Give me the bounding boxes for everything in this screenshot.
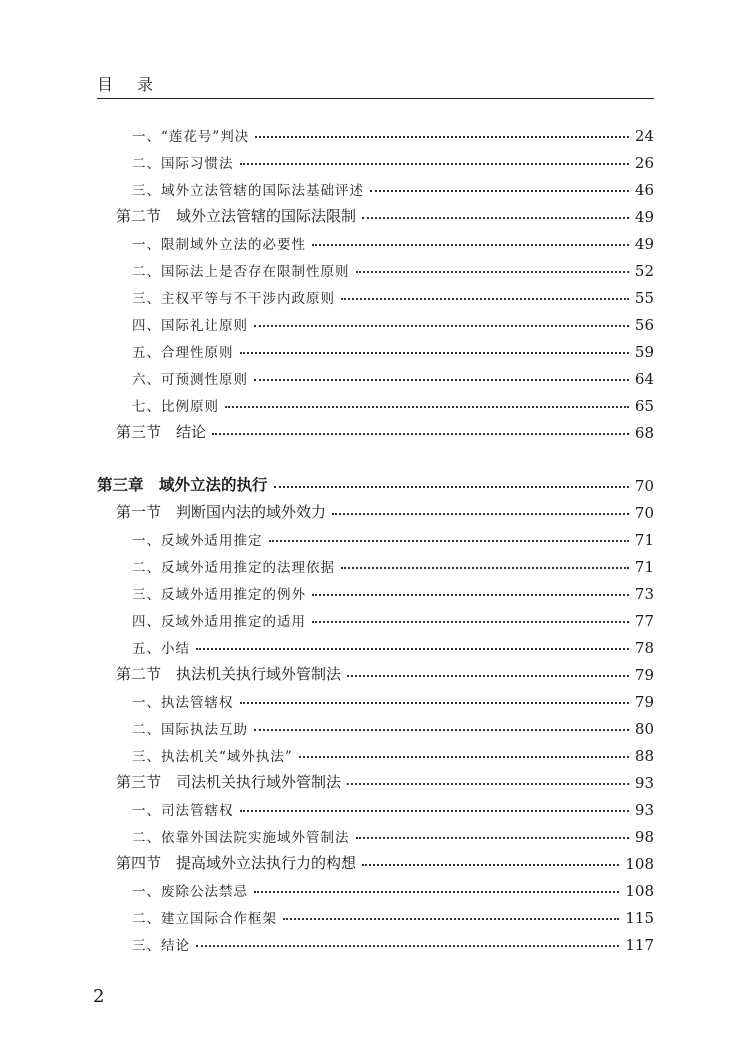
toc-entry[interactable]: [0, 199, 654, 226]
toc-entry[interactable]: [0, 522, 654, 549]
toc-entry-title: 一、废除公法禁忌: [132, 884, 248, 900]
toc-entry[interactable]: [0, 468, 654, 495]
dot-leader: [341, 567, 629, 569]
dot-leader: [347, 675, 629, 677]
toc-entry[interactable]: [0, 118, 654, 145]
toc-entry[interactable]: [0, 280, 654, 307]
toc-entry[interactable]: [0, 253, 654, 280]
toc-entry-page: 88: [634, 747, 654, 765]
dot-leader: [274, 486, 629, 488]
toc-entry[interactable]: [0, 711, 654, 738]
toc-entry-title: 第四节 提高域外立法执行力的构想: [116, 854, 357, 872]
toc-entry-page: 52: [634, 262, 654, 280]
toc-entry-title: 五、合理性原则: [132, 345, 234, 361]
toc-entry[interactable]: [0, 334, 654, 361]
toc-entry-page: 49: [634, 235, 654, 253]
dot-leader: [240, 352, 629, 354]
toc-entry-title: 一、限制域外立法的必要性: [132, 237, 306, 253]
dot-leader: [347, 783, 629, 785]
toc-entry-title: 第三节 结论: [116, 423, 207, 441]
toc-entry-title: 三、域外立法管辖的国际法基础评述: [132, 183, 364, 199]
toc-entry-title: 四、国际礼让原则: [132, 318, 248, 334]
toc-entry[interactable]: [0, 927, 654, 954]
toc-entry-title: 第三节 司法机关执行域外管制法: [116, 773, 342, 791]
toc-entry-title: 三、反域外适用推定的例外: [132, 587, 306, 603]
toc-entry-title: 二、国际法上是否存在限制性原则: [132, 264, 350, 280]
toc-entry-page: 71: [634, 558, 654, 576]
dot-leader: [269, 540, 629, 542]
toc-entry[interactable]: [0, 549, 654, 576]
toc-entry-page: 93: [634, 774, 654, 792]
toc-entry-title: 六、可预测性原则: [132, 372, 248, 388]
dot-leader: [225, 406, 629, 408]
running-head-left: 目: [97, 75, 114, 94]
toc-entry-page: 49: [634, 208, 654, 226]
dot-leader: [356, 271, 629, 273]
toc-entry[interactable]: [0, 630, 654, 657]
toc-entry-page: 98: [634, 828, 654, 846]
dot-leader: [254, 325, 629, 327]
toc-entry[interactable]: [0, 361, 654, 388]
toc-entry-title: 三、执法机关“域外执法”: [132, 749, 293, 765]
toc-entry-title: 第三章 域外立法的执行: [97, 475, 268, 494]
toc-entry[interactable]: [0, 819, 654, 846]
toc-entry-title: 一、司法管辖权: [132, 803, 234, 819]
dot-leader: [254, 891, 619, 893]
toc-entry-page: 59: [634, 343, 654, 361]
dot-leader: [254, 379, 629, 381]
dot-leader: [312, 621, 629, 623]
toc-entry[interactable]: [0, 873, 654, 900]
toc-entry[interactable]: [0, 307, 654, 334]
toc-entry-title: 三、主权平等与不干涉内政原则: [132, 291, 335, 307]
dot-leader: [312, 594, 629, 596]
toc-entry[interactable]: [0, 846, 654, 873]
toc-entry-title: 一、反域外适用推定: [132, 533, 263, 549]
toc-entry[interactable]: [0, 576, 654, 603]
toc-entry[interactable]: [0, 657, 654, 684]
toc-entry-page: 108: [625, 882, 654, 900]
dot-leader: [212, 433, 629, 435]
toc-entry[interactable]: [0, 415, 654, 442]
toc-entry-page: 24: [634, 127, 654, 145]
dot-leader: [196, 648, 629, 650]
toc-entry-title: 第二节 域外立法管辖的国际法限制: [116, 207, 357, 225]
dot-leader: [240, 810, 629, 812]
toc-entry-title: 四、反域外适用推定的适用: [132, 614, 306, 630]
dot-leader: [341, 298, 629, 300]
toc-entry[interactable]: [0, 684, 654, 711]
toc-entry-page: 78: [634, 639, 654, 657]
toc-entry[interactable]: [0, 738, 654, 765]
toc-entry-page: 70: [634, 477, 654, 495]
running-head-right: 录: [137, 75, 154, 94]
toc-entry-page: 80: [634, 720, 654, 738]
dot-leader: [356, 837, 629, 839]
toc-entry[interactable]: [0, 495, 654, 522]
toc-entry-title: 一、“莲花号”判决: [132, 129, 250, 145]
toc-entry-title: 三、结论: [132, 938, 190, 954]
dot-leader: [362, 864, 619, 866]
dot-leader: [332, 513, 629, 515]
toc-entry-page: 115: [625, 909, 654, 927]
toc-entry-page: 65: [634, 397, 654, 415]
toc-entry-title: 一、执法管辖权: [132, 695, 234, 711]
dot-leader: [312, 244, 629, 246]
toc-entry-page: 73: [634, 585, 654, 603]
toc-entry[interactable]: [0, 145, 654, 172]
toc-entry-page: 79: [634, 666, 654, 684]
dot-leader: [362, 217, 629, 219]
toc-entry-page: 70: [634, 504, 654, 522]
dot-leader: [299, 756, 629, 758]
toc-entry-page: 93: [634, 801, 654, 819]
toc-entry-page: 77: [634, 612, 654, 630]
page-number: 2: [93, 986, 105, 1007]
dot-leader: [196, 945, 619, 947]
toc-entry[interactable]: [0, 792, 654, 819]
toc-entry-title: 七、比例原则: [132, 399, 219, 415]
toc-entry[interactable]: [0, 226, 654, 253]
toc-entry-page: 55: [634, 289, 654, 307]
toc-entry-title: 二、建立国际合作框架: [132, 911, 277, 927]
dot-leader: [254, 729, 629, 731]
dot-leader: [240, 163, 629, 165]
toc-entry-page: 117: [625, 936, 654, 954]
toc-entry-title: 二、依靠外国法院实施域外管制法: [132, 830, 350, 846]
dot-leader: [370, 190, 629, 192]
toc-entry[interactable]: [0, 603, 654, 630]
toc-entry-title: 第二节 执法机关执行域外管制法: [116, 665, 342, 683]
toc-entry-title: 二、国际执法互助: [132, 722, 248, 738]
toc-entry-title: 第一节 判断国内法的域外效力: [116, 503, 327, 521]
toc-entry-page: 56: [634, 316, 654, 334]
toc-entry-page: 68: [634, 424, 654, 442]
toc-entry-page: 26: [634, 154, 654, 172]
dot-leader: [255, 136, 629, 138]
toc-entry[interactable]: [0, 765, 654, 792]
toc-entry-title: 五、小结: [132, 641, 190, 657]
toc-entry[interactable]: [0, 388, 654, 415]
toc-entry-page: 46: [634, 181, 654, 199]
toc-entry-page: 108: [625, 855, 654, 873]
toc-entry[interactable]: [0, 172, 654, 199]
toc-entry[interactable]: [0, 900, 654, 927]
toc-entry-title: 二、国际习惯法: [132, 156, 234, 172]
toc-entry-page: 79: [634, 693, 654, 711]
dot-leader: [283, 918, 619, 920]
toc-entry-page: 71: [634, 531, 654, 549]
dot-leader: [240, 702, 629, 704]
toc-entry-title: 二、反域外适用推定的法理依据: [132, 560, 335, 576]
toc-entry-page: 64: [634, 370, 654, 388]
